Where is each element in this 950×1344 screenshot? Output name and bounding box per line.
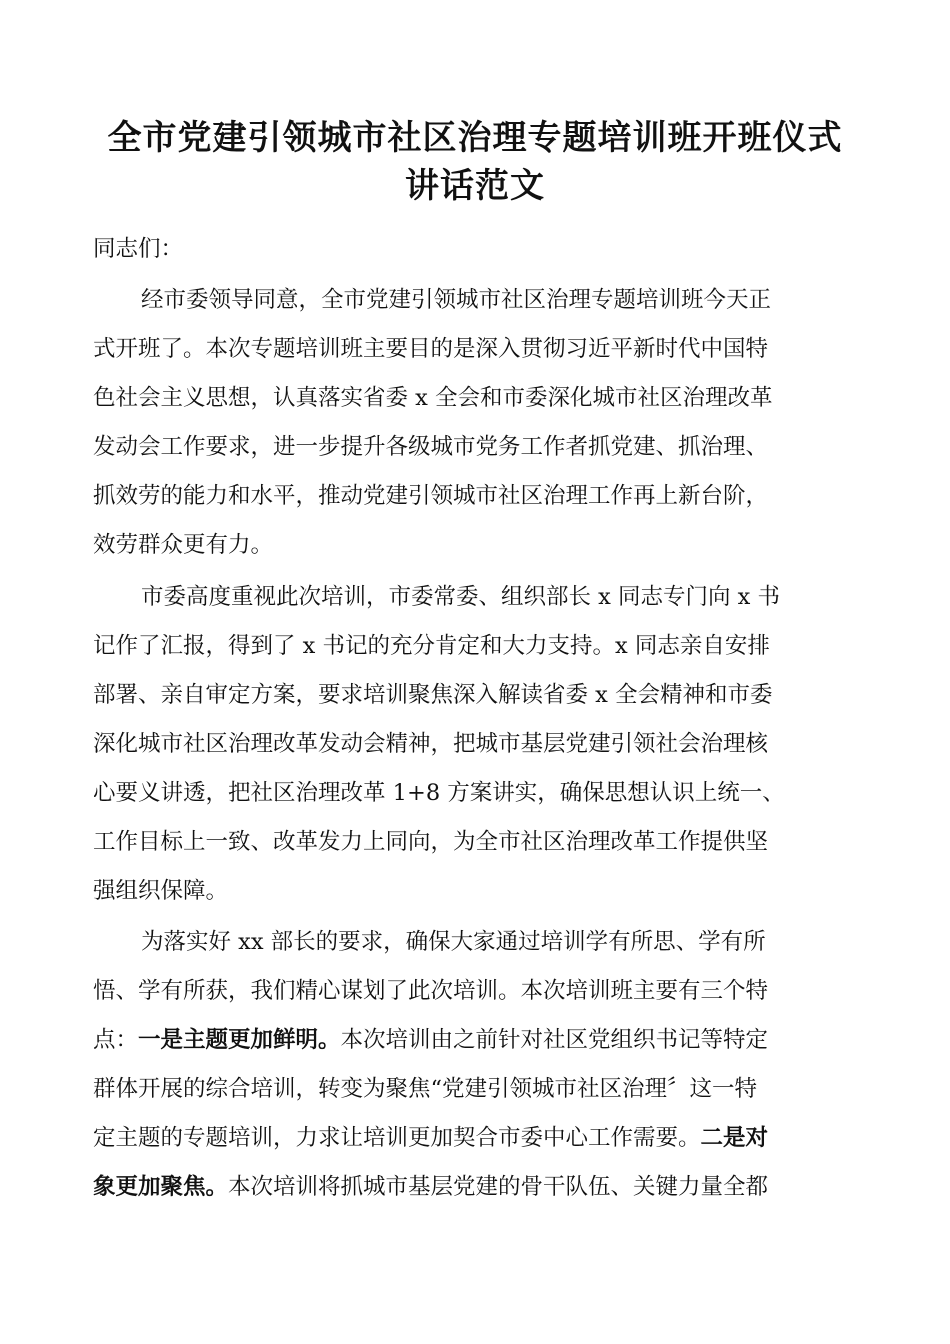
document-title-line-2: 讲话范文: [405, 166, 545, 206]
body-line: [93, 729, 859, 759]
body-line: [93, 680, 859, 710]
body-line: [93, 334, 859, 364]
body-line: [93, 827, 859, 857]
bold-text-run: 二是对: [700, 1125, 769, 1151]
body-line: [93, 1123, 859, 1153]
body-line: [93, 383, 859, 413]
text-run: 深化城市社区治理改革发动会精神，把城市基层党建引领社会治理核: [93, 731, 769, 757]
bold-text-run: 象更加聚焦。: [93, 1174, 229, 1200]
text-run: 市委高度重视此次培训，市委常委、组织部长 x 同志专门向 x 书: [141, 584, 780, 610]
body-line: [93, 876, 859, 906]
text-run: 工作目标上一致、改革发力上同向，为全市社区治理改革工作提供坚: [93, 829, 769, 855]
text-run: 点：: [93, 1027, 139, 1053]
body-line: [93, 481, 859, 511]
body-line: [141, 285, 859, 315]
body-line: [141, 582, 859, 612]
text-run: 效劳群众更有力。: [93, 532, 274, 558]
salutation: 同志们：: [93, 236, 184, 262]
document-title-line-1: 全市党建引领城市社区治理专题培训班开班仪式: [107, 118, 843, 158]
text-run: 式开班了。本次专题培训班主要目的是深入贯彻习近平新时代中国特: [93, 336, 769, 362]
text-run: 色社会主义思想，认真落实省委 x 全会和市委深化城市社区治理改革: [93, 385, 773, 411]
body-line: [93, 432, 859, 462]
text-run: 定主题的专题培训，力求让培训更加契合市委中心工作需要。: [93, 1125, 701, 1151]
body-line: [93, 631, 859, 661]
bold-text-run: 一是主题更加鲜明。: [138, 1027, 341, 1053]
text-run: 本次培训由之前针对社区党组织书记等特定: [340, 1027, 769, 1053]
text-run: 记作了汇报，得到了 x 书记的充分肯定和大力支持。x 同志亲自安排: [93, 633, 770, 659]
body-line: [93, 976, 859, 1006]
body-line: [93, 778, 859, 808]
body-line: [93, 530, 859, 560]
text-run: 经市委领导同意，全市党建引领城市社区治理专题培训班今天正: [141, 287, 772, 313]
body-line: [93, 1025, 859, 1055]
text-run: 本次培训将抓城市基层党建的骨干队伍、关键力量全都: [228, 1174, 769, 1200]
text-run: 部署、亲自审定方案，要求培训聚焦深入解读省委 x 全会精神和市委: [93, 682, 773, 708]
body-line: [93, 1172, 859, 1202]
text-run: 发动会工作要求，进一步提升各级城市党务工作者抓党建、抓治理、: [93, 434, 769, 460]
text-run: 抓效劳的能力和水平，推动党建引领城市社区治理工作再上新台阶，: [93, 483, 769, 509]
body-line: [93, 1074, 859, 1104]
body-line: [141, 927, 859, 957]
text-run: 悟、学有所获，我们精心谋划了此次培训。本次培训班主要有三个特: [93, 978, 769, 1004]
text-run: 心要义讲透，把社区治理改革 1+8 方案讲实，确保思想认识上统一、: [93, 780, 785, 806]
text-run: 为落实好 xx 部长的要求，确保大家通过培训学有所思、学有所: [141, 929, 766, 955]
text-run: 群体开展的综合培训，转变为聚焦“党建引领城市社区治理〞这一特: [93, 1076, 758, 1102]
text-run: 强组织保障。: [93, 878, 229, 904]
